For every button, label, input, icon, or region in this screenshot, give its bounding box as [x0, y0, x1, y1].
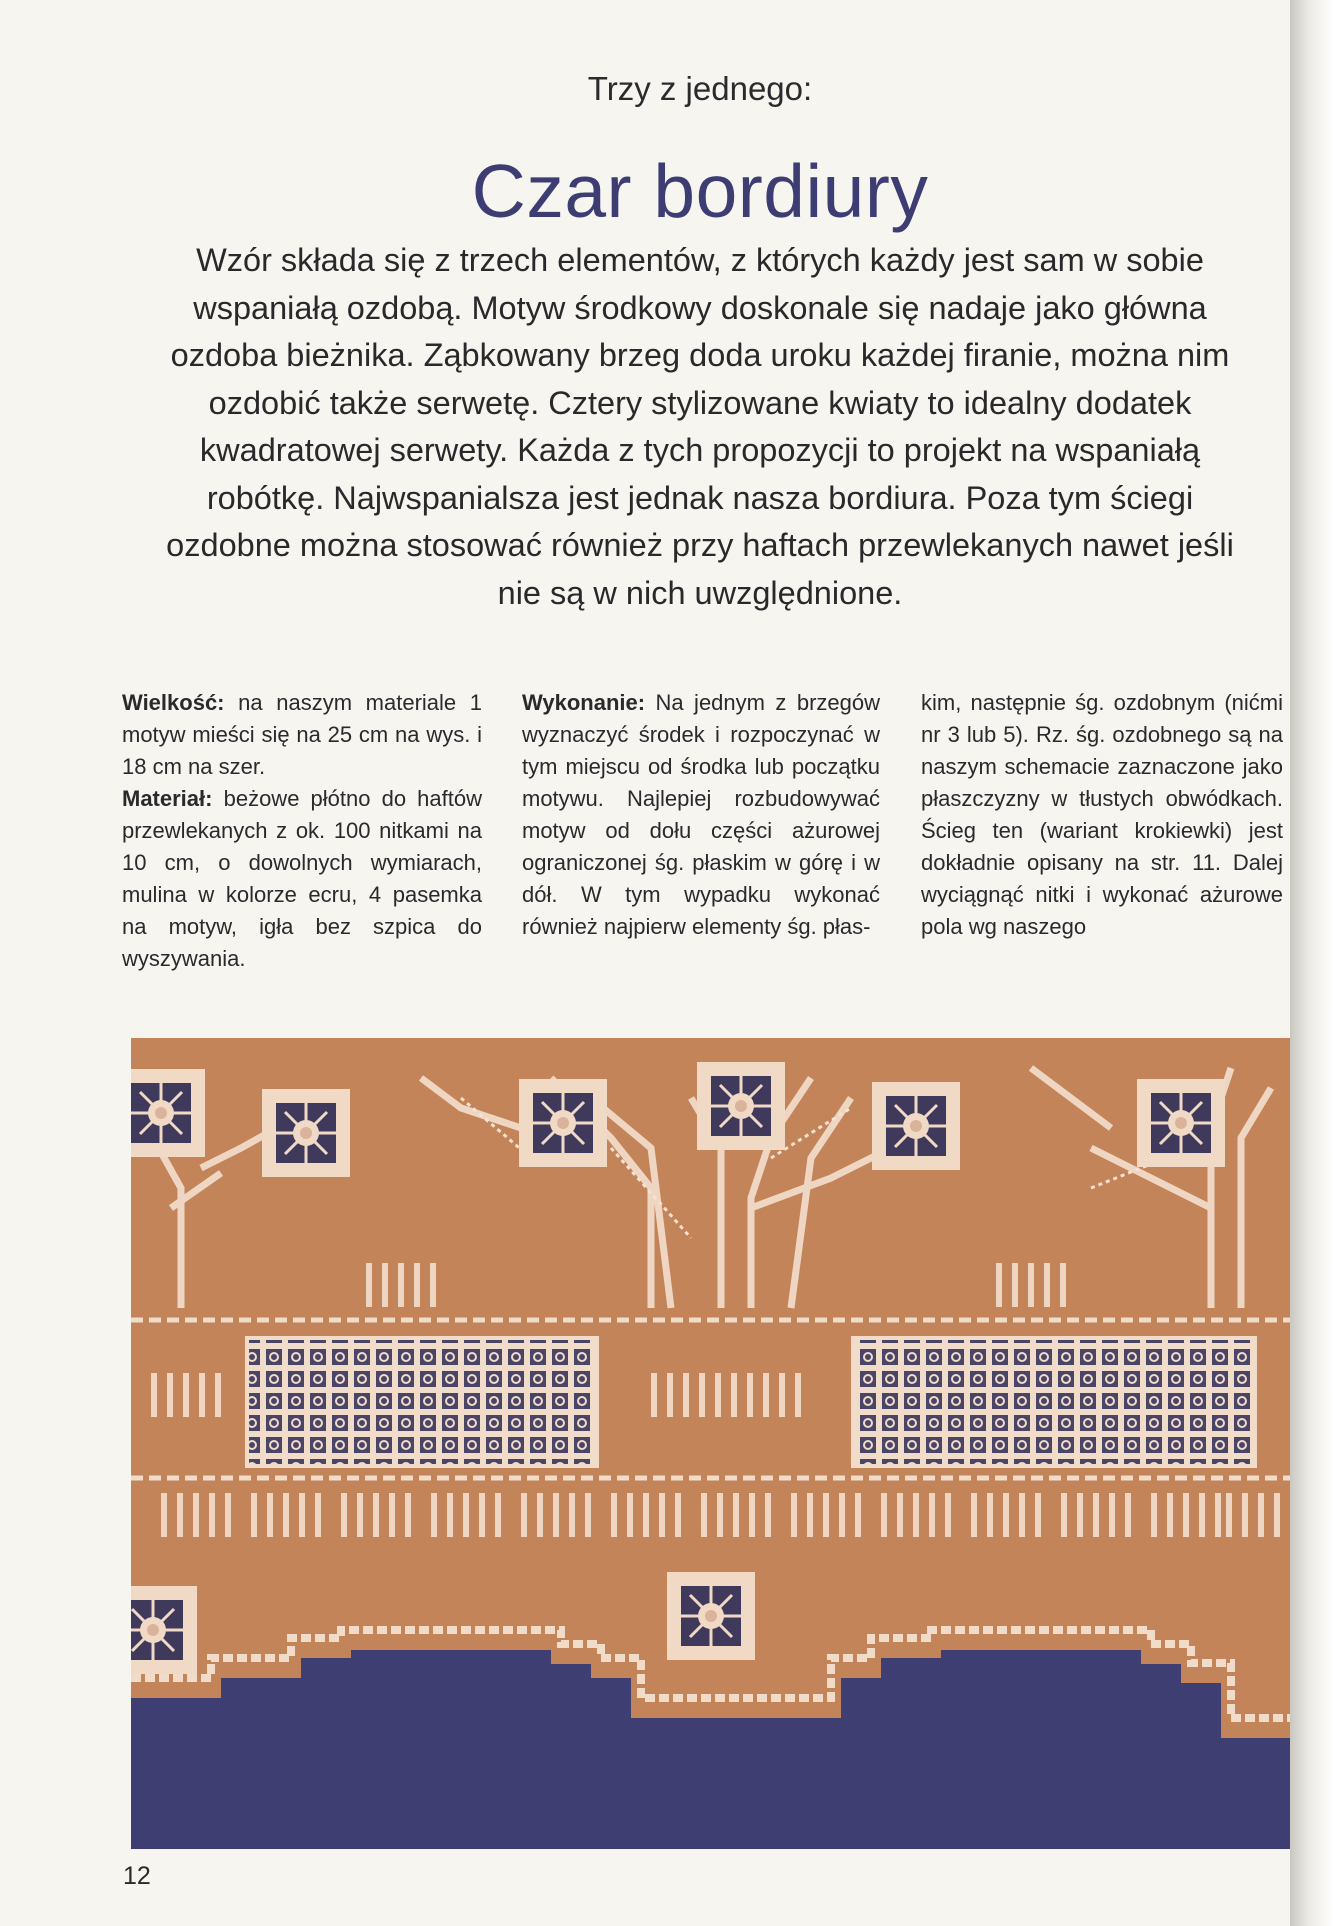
page-title: Czar bordiury	[471, 149, 929, 233]
execution-label: Wykonanie:	[522, 690, 646, 715]
material-text: beżowe płótno do haftów przewlekanych z ok. 100 nitkami na 10 cm, o dowolnych wymiarach, mulina w kolorze ecru, 4 pasemka na motyw, igła bez szpica do wyszywania.	[122, 786, 482, 971]
column-size-material	[122, 687, 482, 975]
page-number: 12	[123, 1862, 151, 1890]
size-label: Wielkość:	[122, 690, 225, 715]
size-text: na naszym materiale 1 motyw mieści się na 25 cm na wys. i 18 cm na szer.	[122, 690, 482, 779]
execution-text: Na jednym z brzegów wyznaczyć środek i rozpoczynać w tym miejscu od środka lub początku motywu. Najlepiej rozbudowywać motyw od dołu części ażurowej ograniczonej śg. płaskim w górę i w dół. W tym wypadku wykonać również najpierw elementy śg. płas-	[522, 690, 880, 939]
material-label: Materiał:	[122, 786, 213, 811]
lead-paragraph: Wzór składa się z trzech elementów, z których każdy jest sam w sobie wspaniałą ozdobą. Motyw środkowy doskonale się nadaje jako główna ozdoba bieżnika. Ząbkowany brzeg doda uroku każdej firanie, można nim ozdobić także serwetę. Cztery stylizowane kwiaty to idealny dodatek kwadratowej serwety. Każda z tych propozycji to projekt na wspaniałą robótkę. Najwspanialsza jest jednak nasza bordiura. Poza tym ściegi ozdobne można stosować również przy haftach przewlekanych nawet jeśli nie są w nich uwzględnione.	[166, 242, 1234, 611]
column-execution-continued: kim, następnie śg. ozdobnym (nićmi nr 3 lub 5). Rz. śg. ozdobnego są na naszym schemacie zaznaczone jako płaszczyzny w tłustych obwódkach. Ścieg ten (wariant krokiewki) jest dokładnie opisany na str. 11. Dalej wyciągnąć nitki i wykonać ażurowe pola wg naszego	[921, 690, 1283, 939]
embroidery-photo	[131, 1038, 1292, 1849]
kicker: Trzy z jednego:	[587, 70, 813, 107]
page-edge-shadow	[1290, 0, 1333, 1926]
column-execution	[522, 687, 880, 943]
